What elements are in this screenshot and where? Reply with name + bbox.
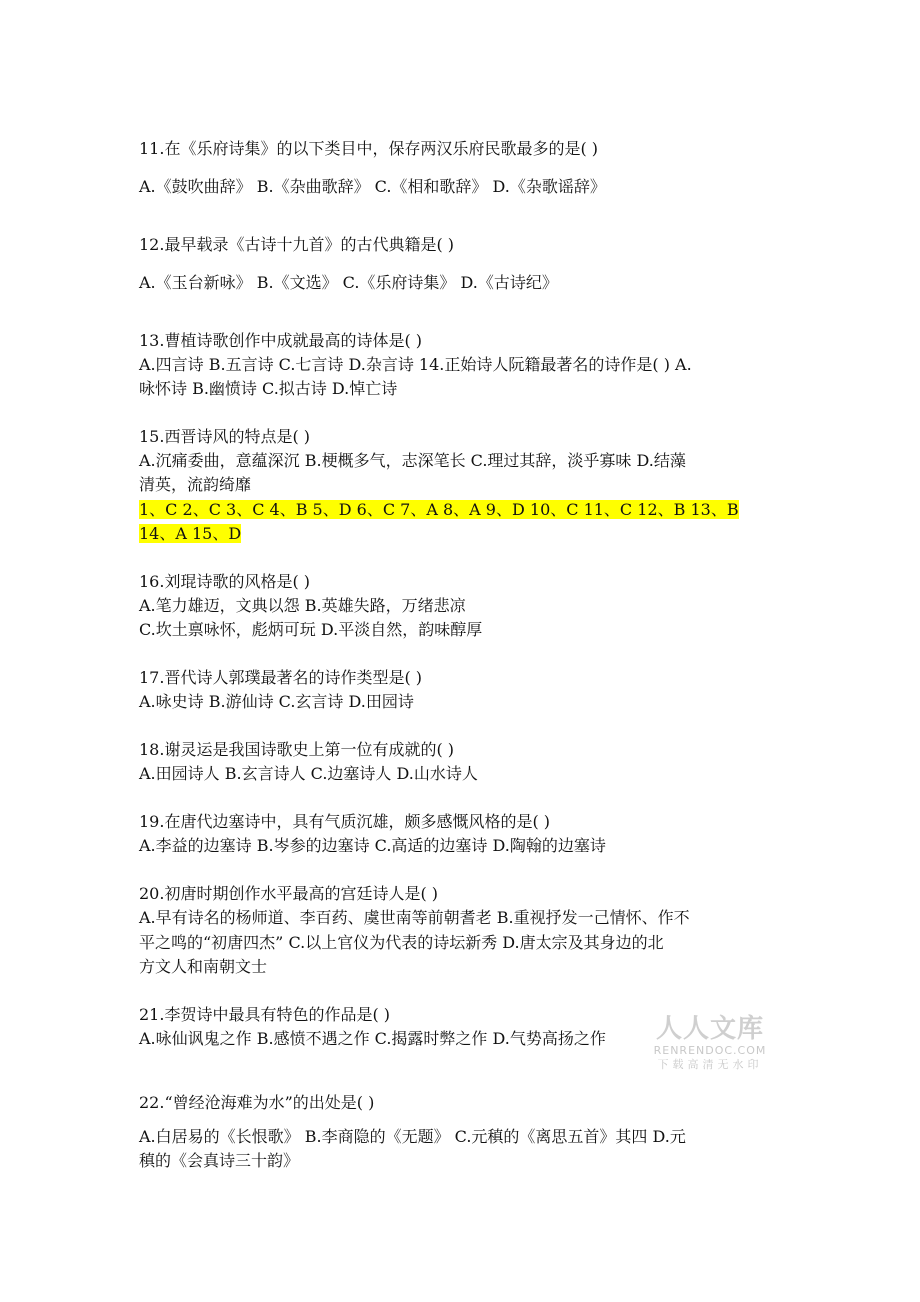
q16-stem: 16.刘琨诗歌的风格是( ) bbox=[139, 572, 311, 591]
q16-options-line1: A.笔力雄迈，文典以怨 B.英雄失路，万绪悲凉 bbox=[139, 596, 466, 615]
q16-options-line2: C.坎土禀咏怀，彪炳可玩 D.平淡自然，韵味醇厚 bbox=[139, 620, 483, 639]
q15-options-line2: 清英，流韵绮靡 bbox=[139, 475, 252, 494]
q15-options-line1: A.沉痛委曲，意蕴深沉 B.梗概多气，志深笔长 C.理过其辞，淡乎寡味 D.结藻 bbox=[139, 451, 686, 470]
q18-options: A.田园诗人 B.玄言诗人 C.边塞诗人 D.山水诗人 bbox=[139, 764, 478, 783]
q13-options-line2: 咏怀诗 B.幽愤诗 C.拟古诗 D.悼亡诗 bbox=[139, 379, 398, 398]
q17-stem: 17.晋代诗人郭璞最著名的诗作类型是( ) bbox=[139, 668, 423, 687]
q19-stem: 19.在唐代边塞诗中，具有气质沉雄，颇多感慨风格的是( ) bbox=[139, 812, 551, 831]
q11-stem: 11.在《乐府诗集》的以下类目中，保存两汉乐府民歌最多的是( ) bbox=[139, 139, 599, 158]
answer-key-line2 bbox=[139, 522, 241, 546]
q13-stem: 13.曹植诗歌创作中成就最高的诗体是( ) bbox=[139, 331, 423, 350]
q12-stem: 12.最早载录《古诗十九首》的古代典籍是( ) bbox=[139, 235, 455, 254]
q12-options: A.《玉台新咏》 B.《文选》 C.《乐府诗集》 D.《古诗纪》 bbox=[139, 273, 558, 292]
q20-stem: 20.初唐时期创作水平最高的宫廷诗人是( ) bbox=[139, 884, 439, 903]
q18-stem: 18.谢灵运是我国诗歌史上第一位有成就的( ) bbox=[139, 740, 455, 759]
answer-key-line1 bbox=[139, 498, 739, 522]
q11-options: A.《鼓吹曲辞》 B.《杂曲歌辞》 C.《相和歌辞》 D.《杂歌谣辞》 bbox=[139, 177, 606, 196]
watermark-logo bbox=[640, 1014, 780, 1072]
q21-stem: 21.李贺诗中最具有特色的作品是( ) bbox=[139, 1005, 391, 1024]
q21-options: A.咏仙讽鬼之作 B.感愤不遇之作 C.揭露时弊之作 D.气势高扬之作 bbox=[139, 1029, 606, 1048]
q22-options-line1: A.白居易的《长恨歌》 B.李商隐的《无题》 C.元稹的《离思五首》其四 D.元 bbox=[139, 1127, 686, 1146]
q20-options-line2: 平之鸣的“初唐四杰” C.以上官仪为代表的诗坛新秀 D.唐太宗及其身边的北 bbox=[139, 933, 664, 952]
q15-stem: 15.西晋诗风的特点是( ) bbox=[139, 427, 311, 446]
q17-options: A.咏史诗 B.游仙诗 C.玄言诗 D.田园诗 bbox=[139, 692, 414, 711]
answer-key-highlight-1: 1、C 2、C 3、C 4、B 5、D 6、C 7、A 8、A 9、D 10、C 11、C 12、B 13、B bbox=[139, 500, 739, 519]
watermark-slogan: 下载高清无水印 bbox=[657, 1058, 763, 1071]
q13-options-line1: A.四言诗 B.五言诗 C.七言诗 D.杂言诗 14.正始诗人阮籍最著名的诗作是( ) A. bbox=[139, 355, 692, 374]
q19-options: A.李益的边塞诗 B.岑参的边塞诗 C.高适的边塞诗 D.陶翰的边塞诗 bbox=[139, 836, 606, 855]
q22-options-line2: 稹的《会真诗三十韵》 bbox=[139, 1151, 300, 1170]
q20-options-line1: A.早有诗名的杨师道、李百药、虞世南等前朝耆老 B.重视抒发一己情怀、作不 bbox=[139, 908, 690, 927]
watermark-domain: RENRENDOC.COM bbox=[653, 1044, 767, 1057]
q20-options-line3: 方文人和南朝文士 bbox=[139, 957, 268, 976]
answer-key-highlight-2: 14、A 15、D bbox=[139, 524, 242, 543]
q22-stem: 22.“曾经沧海难为水”的出处是( ) bbox=[139, 1093, 375, 1112]
watermark-title: 人人文库 bbox=[655, 1014, 764, 1044]
